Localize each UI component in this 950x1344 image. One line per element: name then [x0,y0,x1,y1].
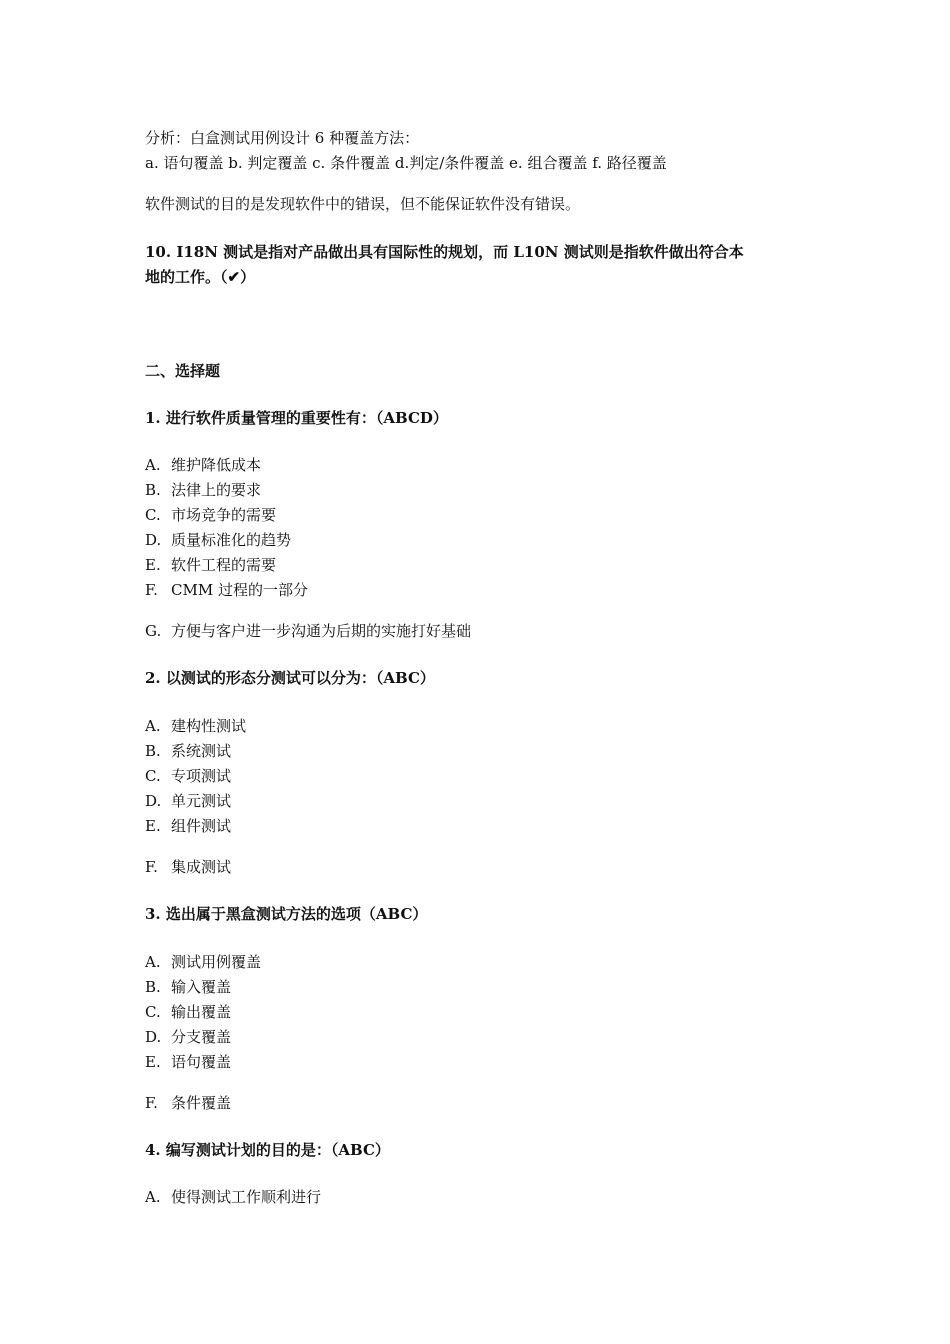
option-label: B. [145,978,161,996]
question-1-title: 1. 进行软件质量管理的重要性有：（ABCD） [145,409,448,427]
question-4-title: 4. 编写测试计划的目的是：（ABC） [145,1141,390,1159]
option-3f [145,1093,845,1113]
question-10-line-2: 地的工作。（✔） [145,268,256,286]
option-text: 输入覆盖 [171,978,232,996]
option-2b [145,741,845,761]
option-1f [145,580,845,600]
option-label: D. [145,792,162,810]
option-label: B. [145,481,161,499]
option-text: 集成测试 [171,858,232,876]
option-text: 使得测试工作顺利进行 [171,1188,322,1206]
option-1e [145,555,845,575]
option-label: C. [145,767,161,785]
option-label: A. [145,1188,161,1206]
option-text: 专项测试 [171,767,232,785]
option-label: C. [145,1003,161,1021]
option-label: F. [145,1094,158,1112]
option-label: B. [145,742,161,760]
analysis-line-1: 分析：白盒测试用例设计 6 种覆盖方法： [145,129,420,147]
option-1g [145,621,845,641]
option-text: CMM 过程的一部分 [171,581,308,599]
option-label: F. [145,581,158,599]
option-text: 建构性测试 [171,717,247,735]
option-3d [145,1027,845,1047]
option-label: A. [145,717,161,735]
option-2a [145,716,845,736]
option-text: 单元测试 [171,792,232,810]
option-text: 维护降低成本 [171,456,262,474]
option-4a [145,1187,845,1207]
option-text: 系统测试 [171,742,232,760]
analysis-line-2: a. 语句覆盖 b. 判定覆盖 c. 条件覆盖 d.判定/条件覆盖 e. 组合覆盖 f. 路径覆盖 [145,154,667,172]
option-2c [145,766,845,786]
option-label: E. [145,817,161,835]
option-text: 质量标准化的趋势 [171,531,292,549]
option-text: 分支覆盖 [171,1028,232,1046]
option-text: 语句覆盖 [171,1053,232,1071]
option-text: 软件工程的需要 [171,556,277,574]
option-2d [145,791,845,811]
question-3-title: 3. 选出属于黑盒测试方法的选项（ABC） [145,905,428,923]
option-text: 条件覆盖 [171,1094,232,1112]
option-1a [145,455,845,475]
option-1b [145,480,845,500]
option-text: 方便与客户进一步沟通为后期的实施打好基础 [171,622,472,640]
option-1c [145,505,845,525]
option-label: A. [145,953,161,971]
option-3e [145,1052,845,1072]
question-2-title: 2. 以测试的形态分测试可以分为：（ABC） [145,669,435,687]
analysis-line-3: 软件测试的目的是发现软件中的错误，但不能保证软件没有错误。 [145,195,581,213]
option-label: D. [145,1028,162,1046]
option-3c [145,1002,845,1022]
option-text: 法律上的要求 [171,481,262,499]
option-label: F. [145,858,158,876]
option-text: 组件测试 [171,817,232,835]
option-label: E. [145,556,161,574]
option-text: 输出覆盖 [171,1003,232,1021]
question-10-line-1: 10. I18N 测试是指对产品做出具有国际性的规划，而 L10N 测试则是指软件做出符合本 [145,243,744,261]
option-1d [145,530,845,550]
option-label: G. [145,622,162,640]
option-text: 测试用例覆盖 [171,953,262,971]
option-label: C. [145,506,161,524]
section-title: 二、选择题 [145,362,221,380]
option-label: A. [145,456,161,474]
option-2f [145,857,845,877]
option-label: E. [145,1053,161,1071]
option-3a [145,952,845,972]
option-2e [145,816,845,836]
option-3b [145,977,845,997]
option-text: 市场竞争的需要 [171,506,277,524]
option-label: D. [145,531,162,549]
